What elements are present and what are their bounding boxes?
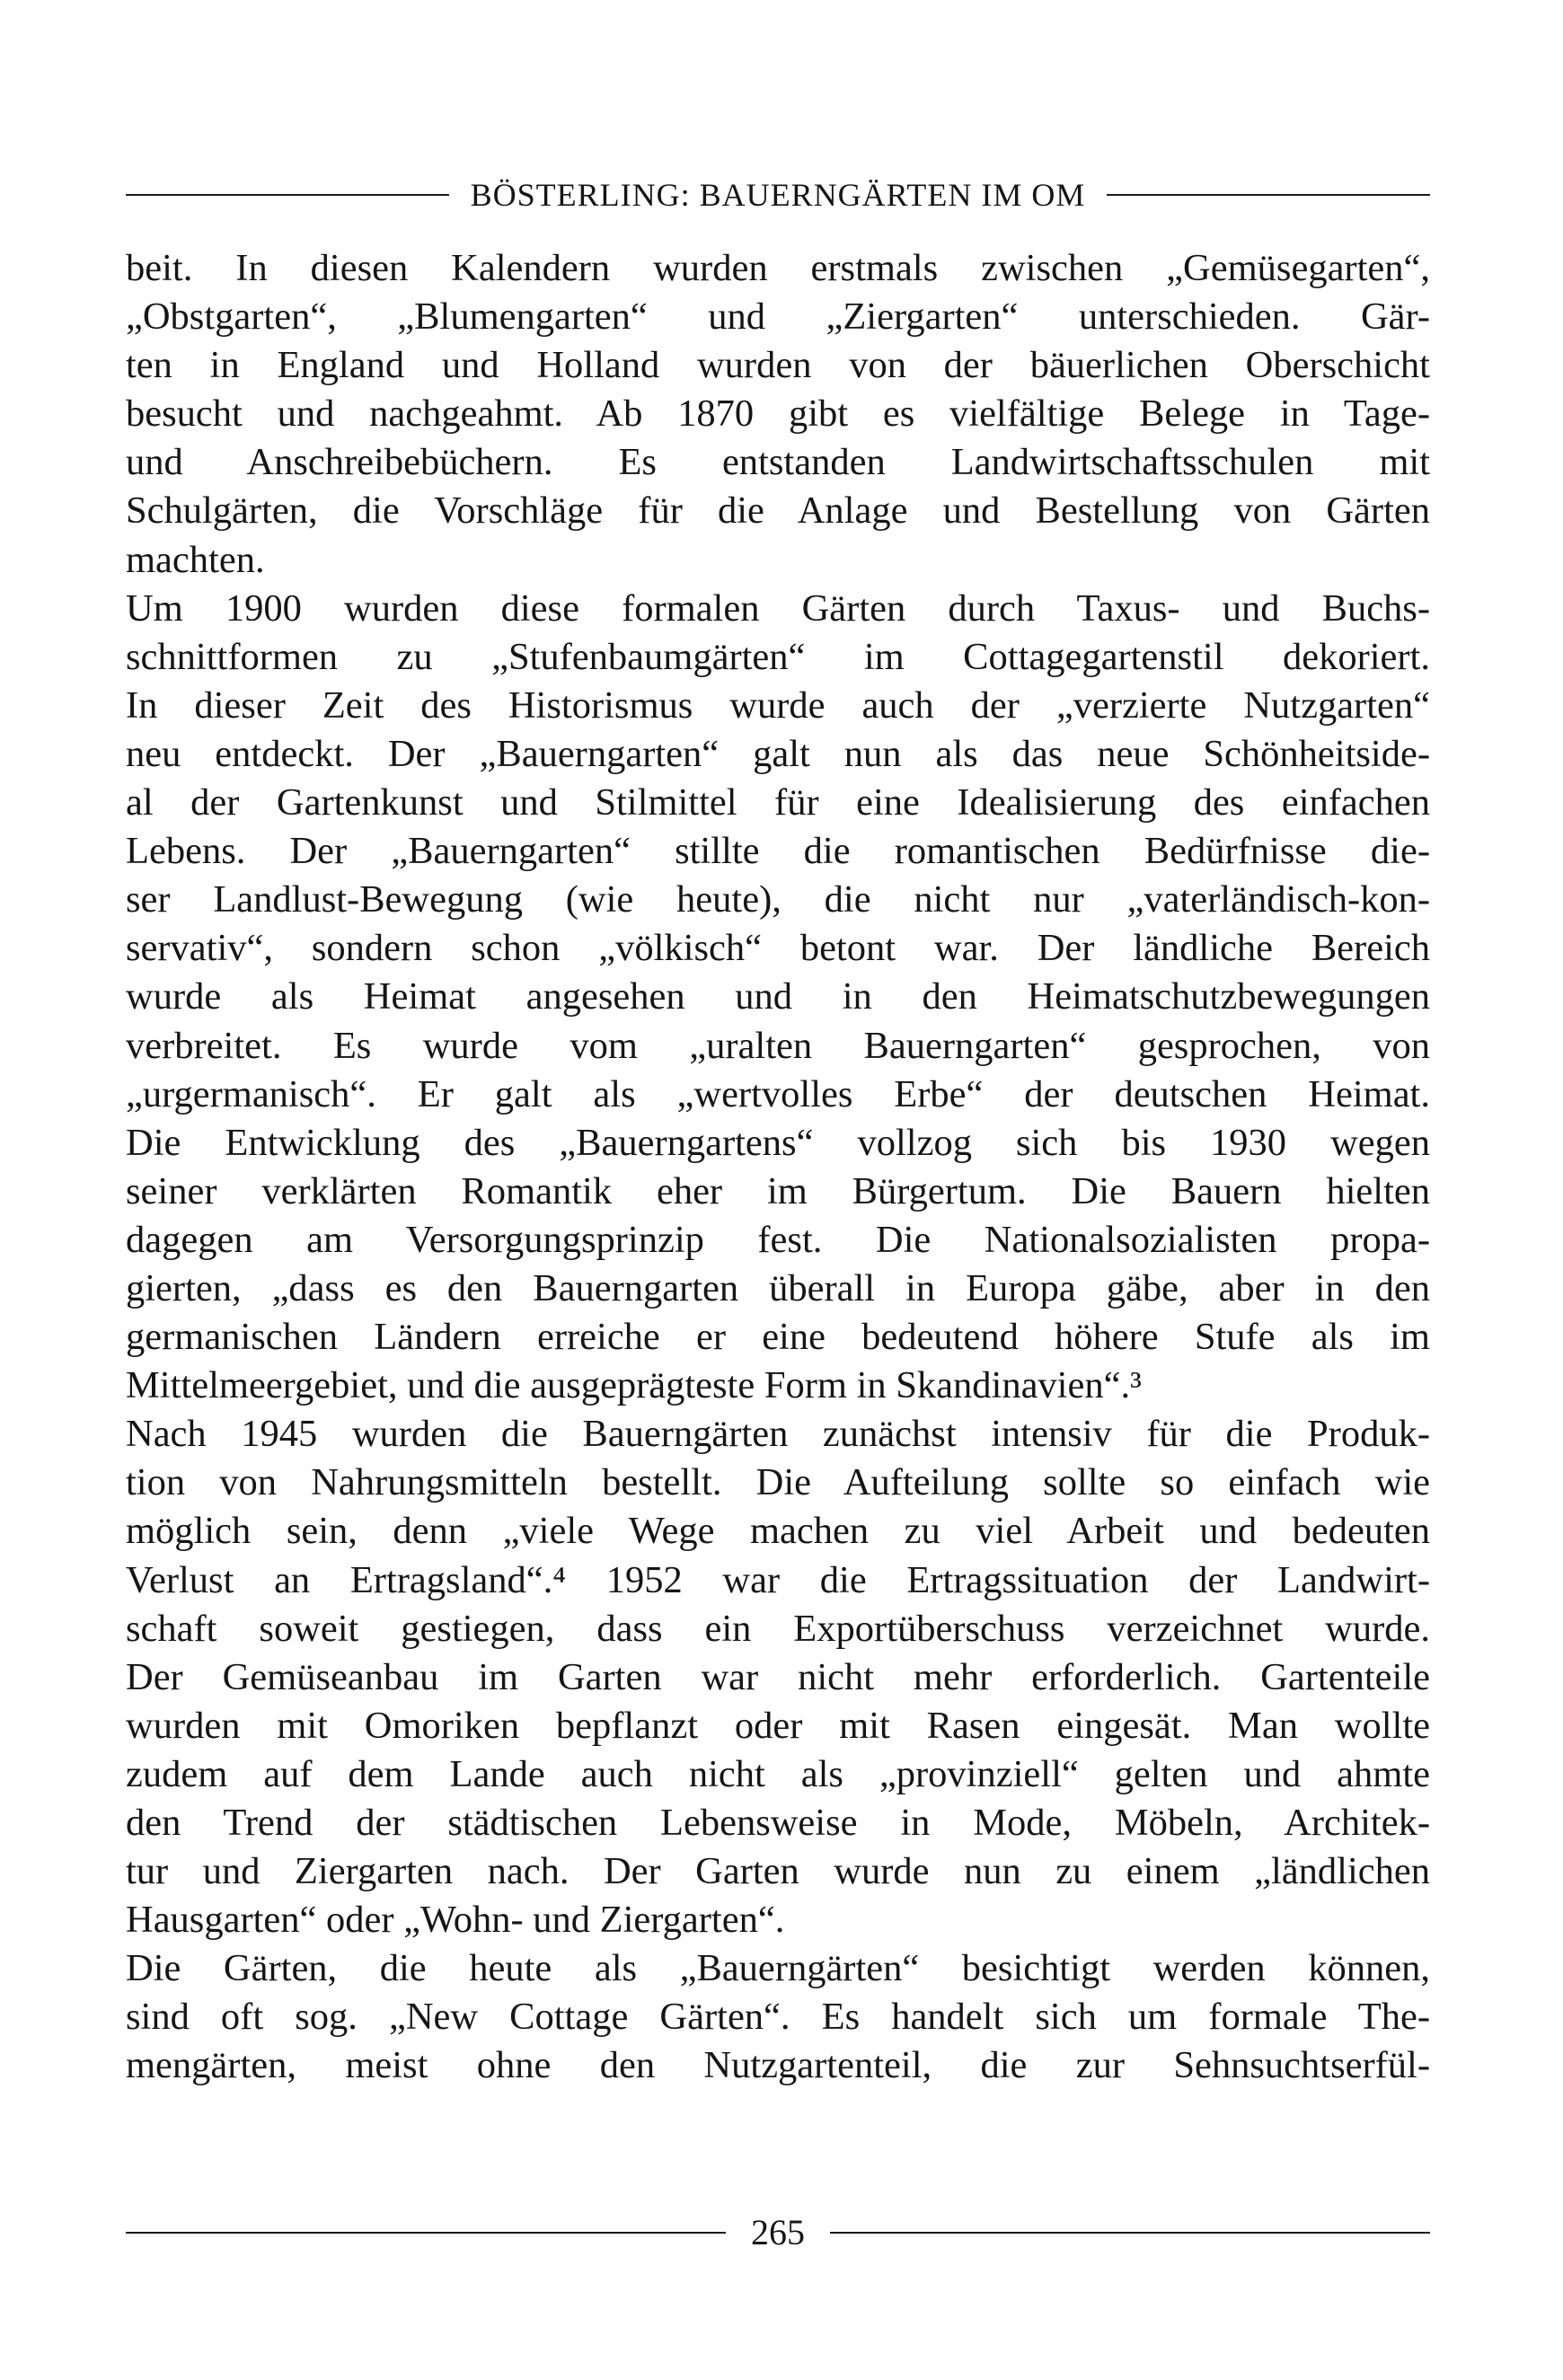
text-line: verbreitet. Es wurde vom „uralten Bauerngarten“ gesprochen, von (126, 1024, 1430, 1067)
text-line: In dieser Zeit des Historismus wurde auch der „verzierte Nutzgarten“ (126, 683, 1430, 727)
text-line: beit. In diesen Kalendern wurden erstmals zwischen „Gemüsegarten“, (126, 247, 1430, 289)
text-line: servativ“, sondern schon „völkisch“ betont war. Der ländliche Bereich (126, 927, 1430, 970)
text-line: sind oft sog. „New Cottage Gärten“. Es handelt sich um formale The- (126, 1996, 1430, 2039)
body-text (126, 244, 1430, 2091)
text-line: Schulgärten, die Vorschläge für die Anlage und Bestellung von Gärten (126, 489, 1430, 533)
text-line: Mittelmeergebiet, und die ausgeprägteste Form in Skandinavien“.³ (126, 1364, 1142, 1407)
text-line: Lebens. Der „Bauerngarten“ stillte die romantischen Bedürfnisse die- (126, 830, 1430, 873)
text-line: schaft soweit gestiegen, dass ein Exportüberschuss verzeichnet wurde. (126, 1607, 1430, 1650)
text-line: machten. (126, 538, 265, 581)
text-line: „Obstgarten“, „Blumengarten“ und „Ziergarten“ unterschieden. Gär- (126, 295, 1430, 339)
text-line: wurden mit Omoriken bepflanzt oder mit Rasen eingesät. Man wollte (126, 1704, 1430, 1747)
text-line: Hausgarten“ oder „Wohn- und Ziergarten“. (126, 1899, 785, 1942)
text-line: möglich sein, denn „viele Wege machen zu viel Arbeit und bedeuten (126, 1510, 1430, 1553)
text-line: Verlust an Ertragsland“.⁴ 1952 war die Ertragssituation der Landwirt- (126, 1558, 1430, 1601)
page-footer (126, 2211, 1430, 2253)
text-line: tion von Nahrungsmitteln bestellt. Die Aufteilung sollte so einfach wie (126, 1461, 1430, 1504)
text-line: al der Gartenkunst und Stilmittel für eine Idealisierung des einfachen (126, 781, 1430, 824)
running-title: BÖSTERLING: BAUERNGÄRTEN IM OM (470, 177, 1086, 213)
text-line: den Trend der städtischen Lebensweise in Mode, Möbeln, Architek- (126, 1802, 1430, 1844)
page-number: 265 (751, 2212, 805, 2252)
text-line: gierten, „dass es den Bauerngarten überall in Europa gäbe, aber in den (126, 1266, 1430, 1309)
text-line: Nach 1945 wurden die Bauerngärten zunächst intensiv für die Produk- (126, 1413, 1430, 1456)
text-line: Um 1900 wurden diese formalen Gärten durch Taxus- und Buchs- (126, 586, 1430, 630)
running-head-rule-right (1107, 194, 1430, 196)
text-line: „urgermanisch“. Er galt als „wertvolles Erbe“ der deutschen Heimat. (126, 1072, 1430, 1115)
text-line: seiner verklärten Romantik eher im Bürgertum. Die Bauern hielten (126, 1169, 1430, 1212)
text-line: dagegen am Versorgungsprinzip fest. Die Nationalsozialisten propa- (126, 1218, 1430, 1261)
text-line: Die Entwicklung des „Bauerngartens“ vollzog sich bis 1930 wegen (126, 1121, 1430, 1164)
text-line: Die Gärten, die heute als „Bauerngärten“ besichtigt werden können, (126, 1947, 1430, 1990)
text-line: und Anschreibebüchern. Es entstanden Landwirtschaftsschulen mit (126, 441, 1430, 484)
footer-rule-left (126, 2232, 726, 2234)
text-line: Der Gemüseanbau im Garten war nicht mehr erforderlich. Gartenteile (126, 1655, 1430, 1698)
text-line: neu entdeckt. Der „Bauerngarten“ galt nun als das neue Schönheitside- (126, 732, 1430, 775)
text-line: ten in England und Holland wurden von der bäuerlichen Oberschicht (126, 344, 1430, 387)
running-head (126, 176, 1430, 214)
text-line: tur und Ziergarten nach. Der Garten wurde nun zu einem „ländlichen (126, 1850, 1430, 1893)
text-line: besucht und nachgeahmt. Ab 1870 gibt es vielfältige Belege in Tage- (126, 392, 1430, 436)
text-line: wurde als Heimat angesehen und in den Heimatschutzbewegungen (126, 975, 1430, 1018)
text-line: zudem auf dem Lande auch nicht als „provinziell“ gelten und ahmte (126, 1752, 1430, 1795)
text-line: schnittformen zu „Stufenbaumgärten“ im Cottagegartenstil dekoriert. (126, 635, 1430, 678)
footer-rule-right (830, 2232, 1430, 2234)
text-line: mengärten, meist ohne den Nutzgartenteil, die zur Sehnsuchtserfül- (126, 2044, 1430, 2087)
text-line: germanischen Ländern erreiche er eine bedeutend höhere Stufe als im (126, 1316, 1430, 1359)
running-head-rule-left (126, 194, 449, 196)
text-line: ser Landlust-Bewegung (wie heute), die nicht nur „vaterländisch-kon- (126, 878, 1430, 921)
